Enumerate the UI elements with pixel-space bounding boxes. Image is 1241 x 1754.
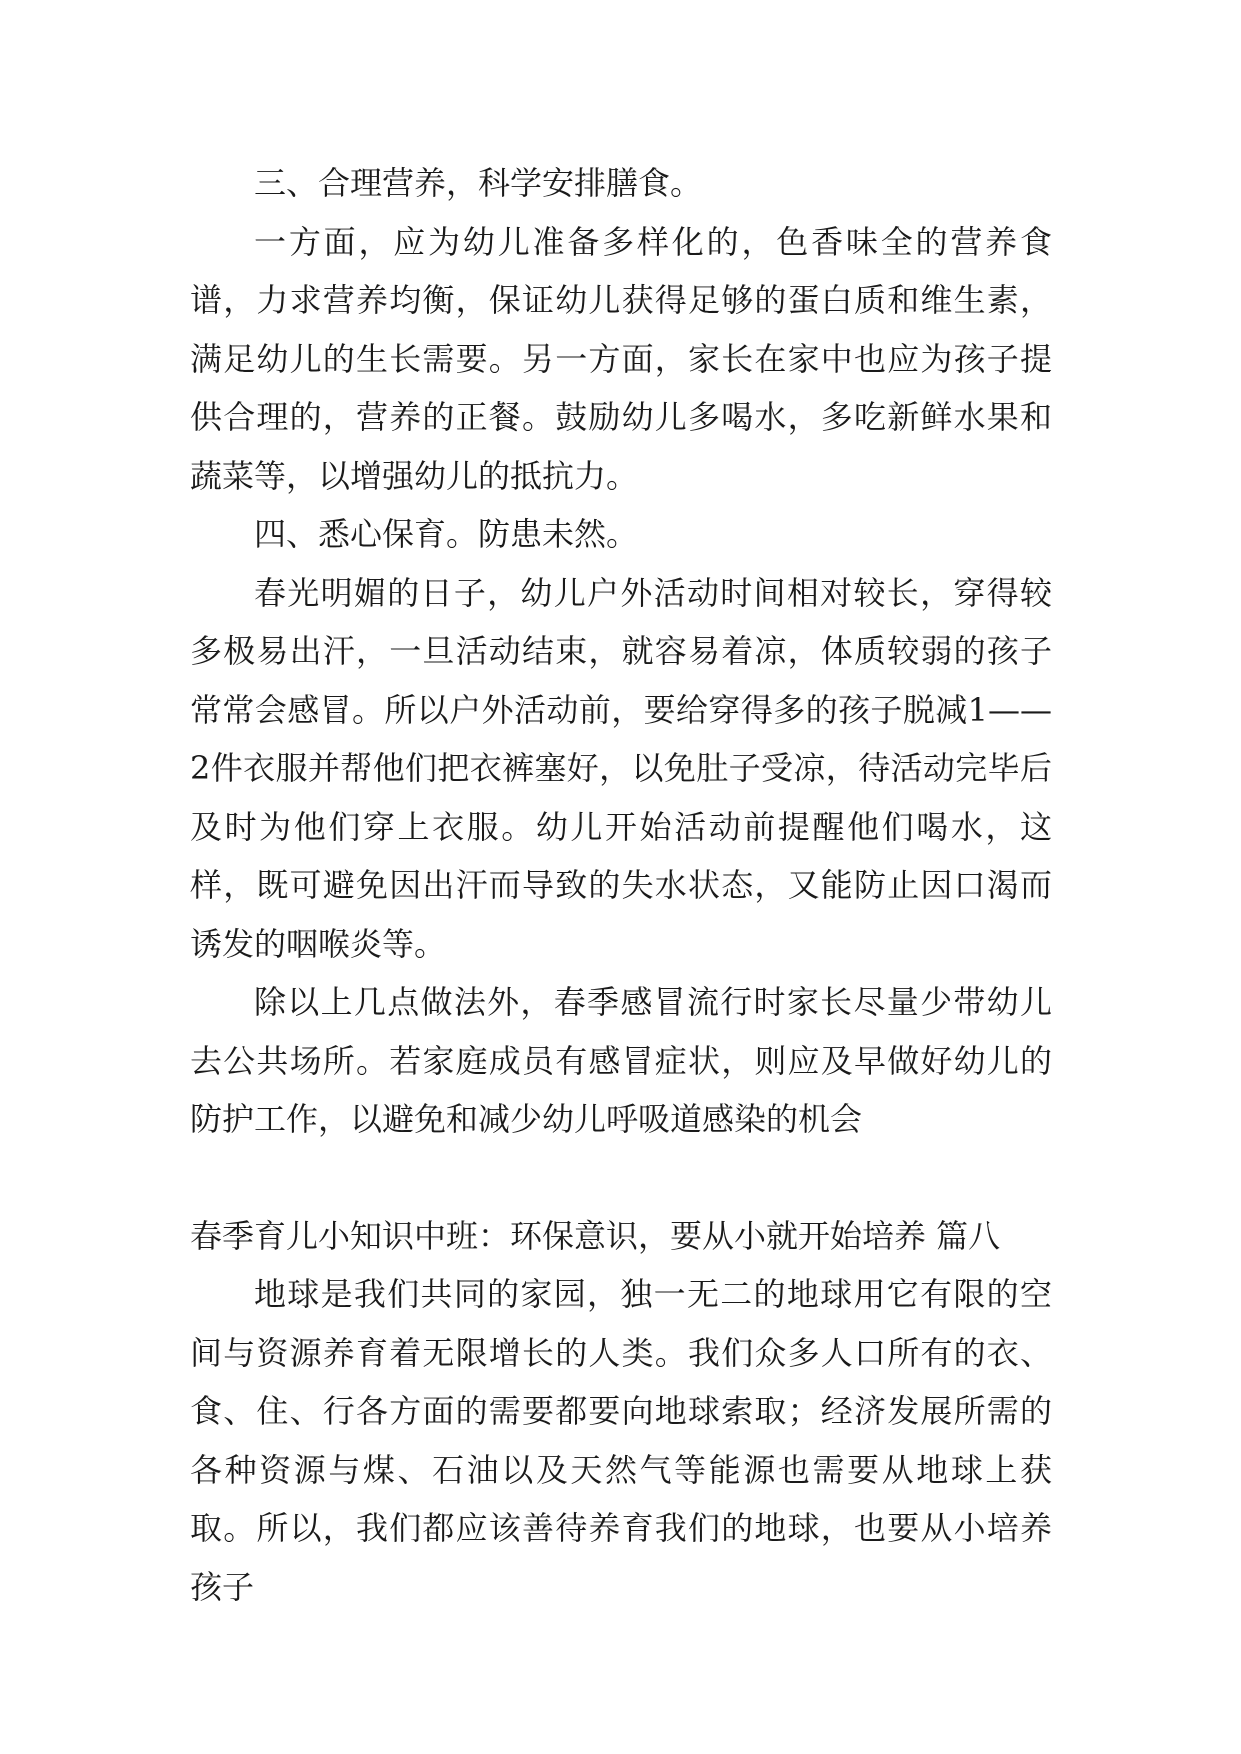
paragraph-care: 春光明媚的日子，幼儿户外活动时间相对较长，穿得较多极易出汗，一旦活动结束，就容易着凉，体质较弱的孩子常常会感冒。所以户外活动前，要给穿得多的孩子脱减1——2件衣服并帮他们把衣裤塞好，以免肚子受凉，待活动完毕后及时为他们穿上衣服。幼儿开始活动前提醒他们喝水，这样，既可避免因出汗而导致的失水状态，又能防止因口渴而诱发的咽喉炎等。 — [190, 573, 1052, 963]
document-body — [190, 154, 1052, 1616]
heading-nutrition: 三、合理营养，科学安排膳食。 — [254, 164, 703, 202]
section-spacer — [190, 1149, 1052, 1207]
paragraph-nutrition: 一方面，应为幼儿准备多样化的，色香味全的营养食谱，力求营养均衡，保证幼儿获得足够的蛋白质和维生素，满足幼儿的生长需要。另一方面，家长在家中也应为孩子提供合理的，营养的正餐。鼓励幼儿多喝水，多吃新鲜水果和蔬菜等，以增强幼儿的抵抗力。 — [190, 222, 1052, 495]
paragraph-earth: 地球是我们共同的家园，独一无二的地球用它有限的空间与资源养育着无限增长的人类。我们众多人口所有的衣、食、住、行各方面的需要都要向地球索取；经济发展所需的各种资源与煤、石油以及天然气等能源也需要从地球上获取。所以，我们都应该善待养育我们的地球，也要从小培养孩子 — [190, 1275, 1052, 1606]
section-title: 春季育儿小知识中班：环保意识，要从小就开始培养 篇八 — [190, 1216, 1001, 1255]
paragraph-public-places: 除以上几点做法外，春季感冒流行时家长尽量少带幼儿去公共场所。若家庭成员有感冒症状，则应及早做好幼儿的防护工作，以避免和减少幼儿呼吸道感染的机会 — [190, 983, 1052, 1138]
heading-care: 四、悉心保育。防患未然。 — [254, 515, 639, 553]
